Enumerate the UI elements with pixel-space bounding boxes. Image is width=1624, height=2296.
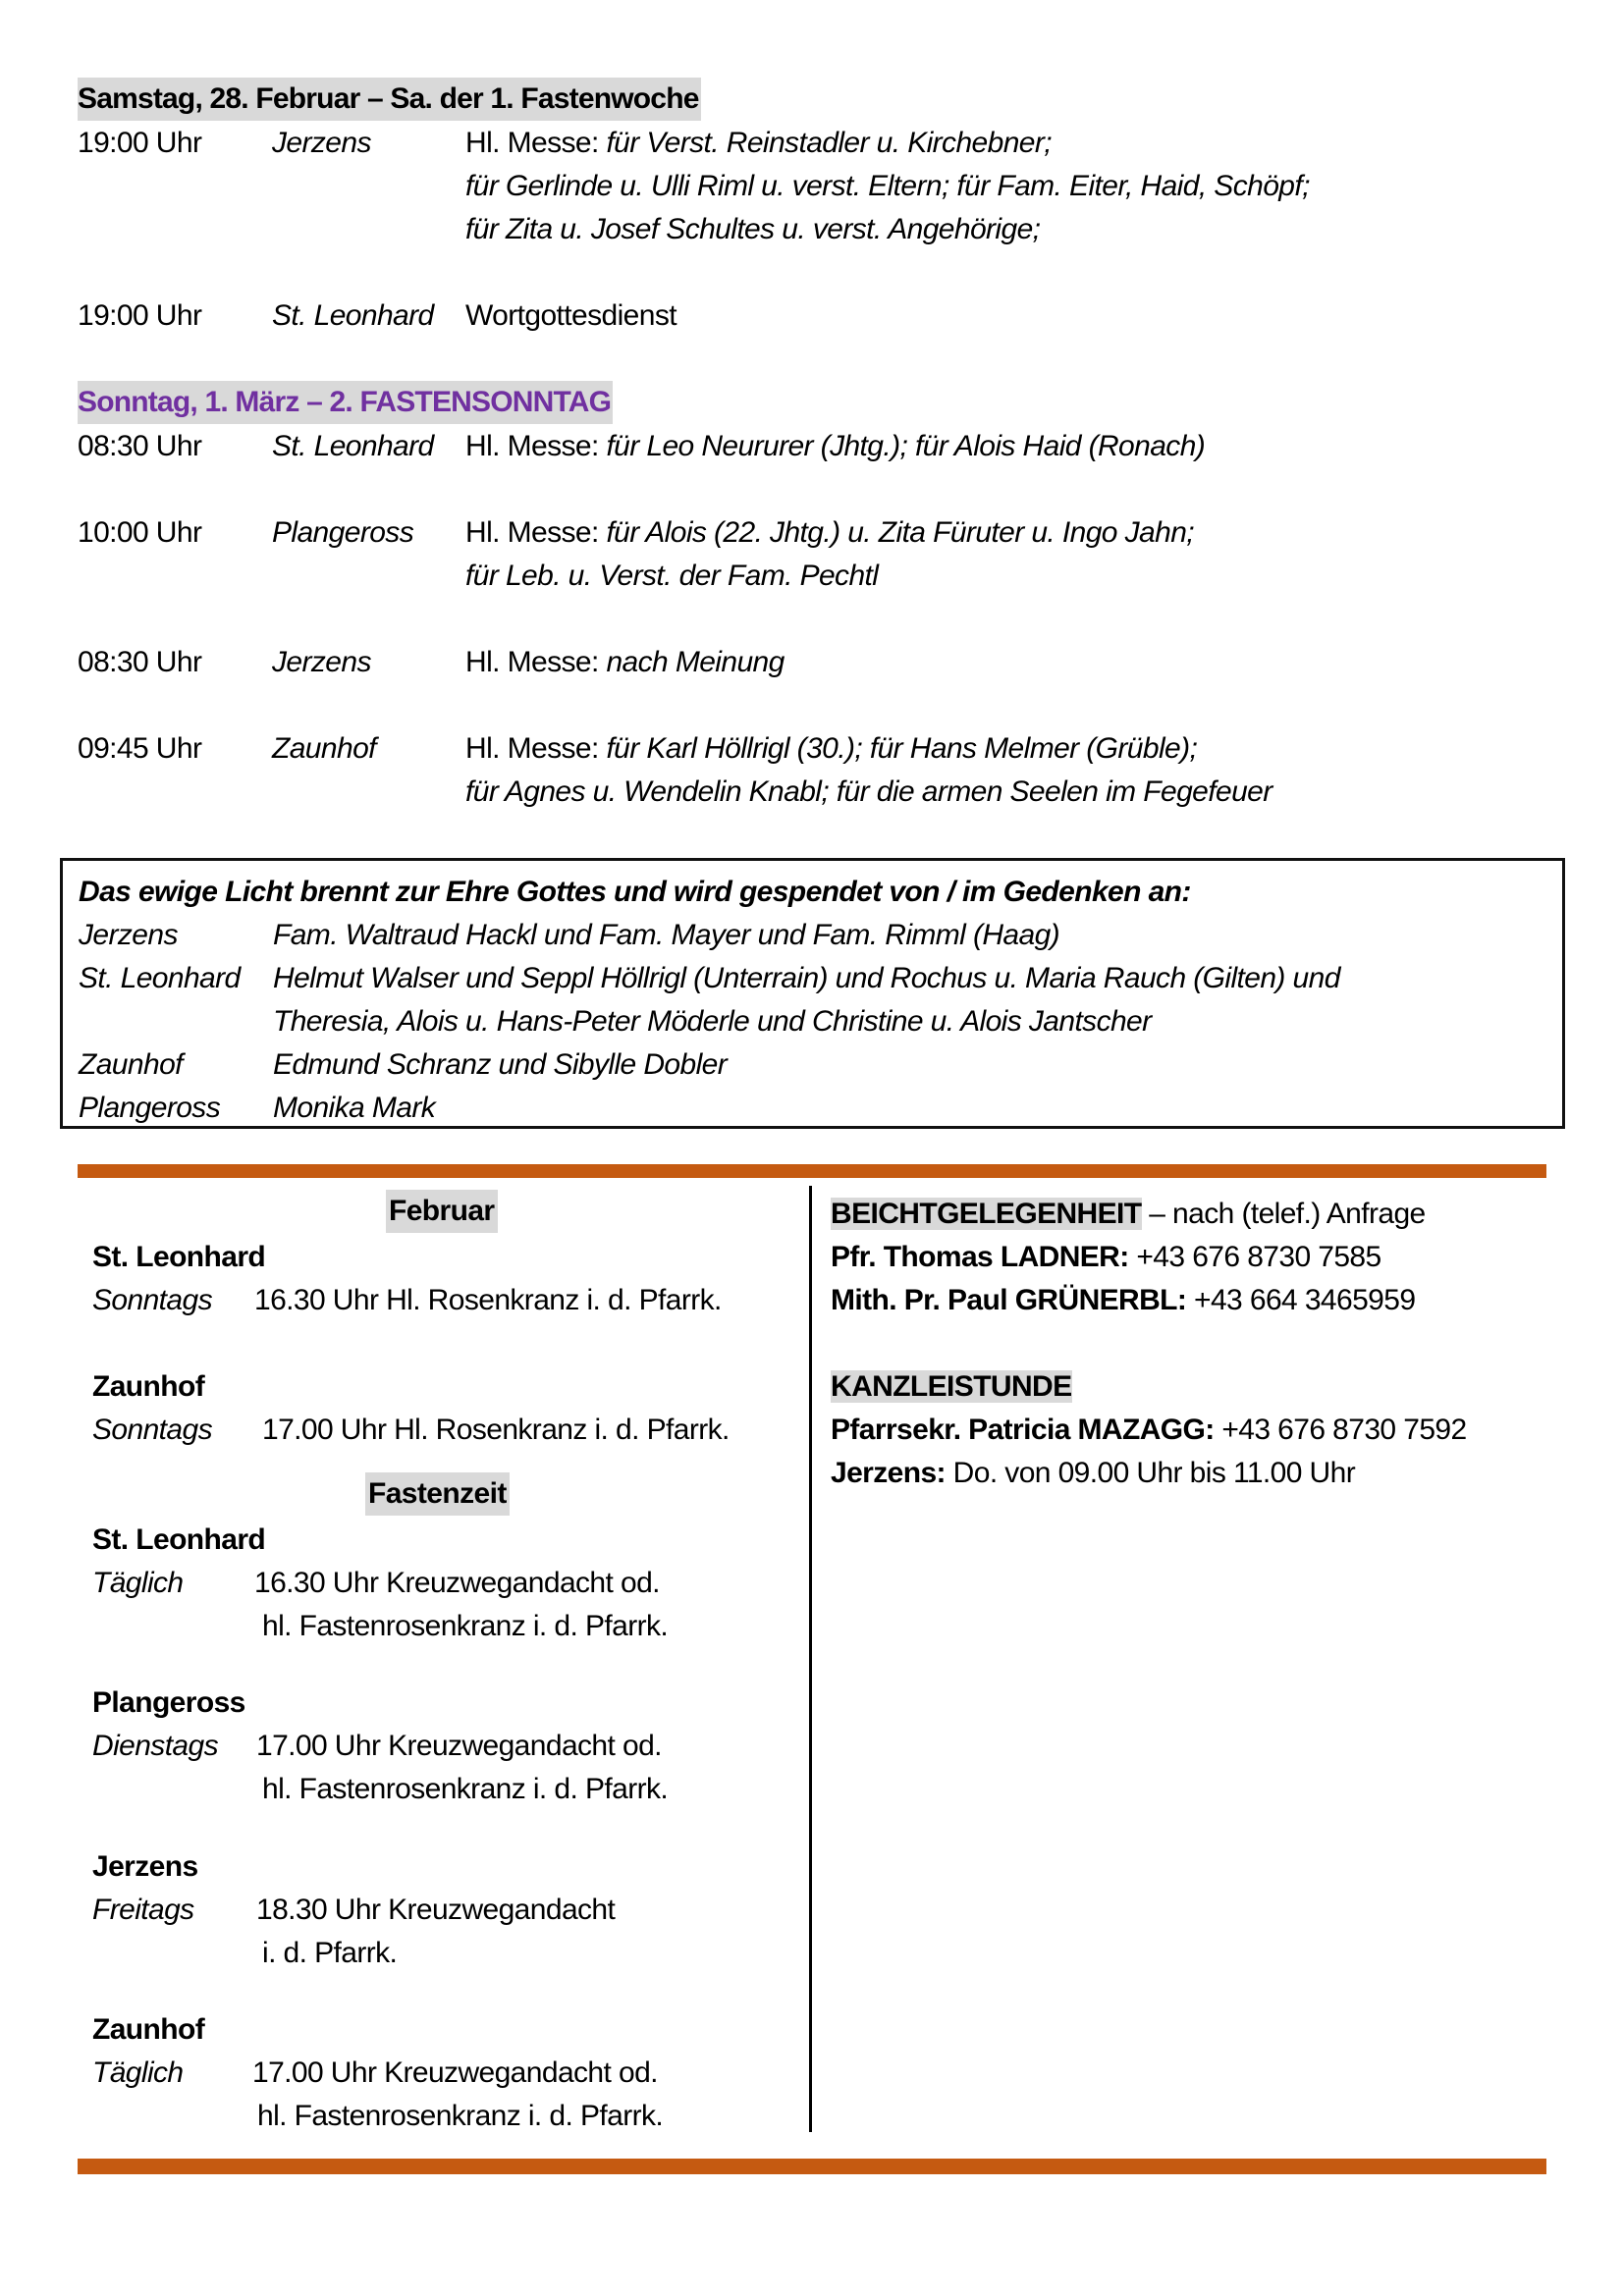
entry-location: St. Leonhard — [272, 299, 434, 332]
eternal-light-donors: Monika Mark — [273, 1092, 436, 1124]
eternal-light-donors: Fam. Waltraud Hackl und Fam. Mayer und Fam. Rimml (Haag) — [273, 919, 1060, 951]
entry-intention: für Karl Höllrigl (30.); für Hans Melmer (Grüble); — [606, 732, 1198, 765]
entry-description — [465, 641, 785, 684]
entry-description — [465, 122, 1052, 165]
column-divider — [809, 1186, 812, 2132]
entry-prefix: Hl. Messe: — [465, 732, 607, 765]
group-place: Zaunhof — [92, 1370, 205, 1403]
entry-time: 19:00 Uhr — [78, 299, 202, 332]
group-text: 16.30 Uhr Hl. Rosenkranz i. d. Pfarrk. — [254, 1284, 722, 1316]
group-day: Sonntags — [92, 1284, 212, 1316]
group-text: hl. Fastenrosenkranz i. d. Pfarrk. — [257, 2100, 664, 2132]
entry-description — [465, 511, 1194, 555]
eternal-light-place: Plangeross — [79, 1092, 221, 1124]
contact-phone: +43 676 8730 7585 — [1128, 1241, 1381, 1273]
section-heading-beichte: BEICHTGELEGENHEIT — [831, 1198, 1142, 1230]
entry-description: Wortgottesdienst — [465, 299, 677, 332]
entry-location: Jerzens — [272, 127, 371, 159]
entry-intention: für Verst. Reinstadler u. Kirchebner; — [606, 127, 1053, 159]
eternal-light-title: Das ewige Licht brennt zur Ehre Gottes und wird gespendet von / im Gedenken an: — [79, 876, 1191, 908]
section-heading-fastenzeit: Fastenzeit — [365, 1472, 510, 1516]
entry-time: 19:00 Uhr — [78, 127, 202, 159]
entry-intention: für Leo Neururer (Jhtg.); für Alois Haid (Ronach) — [606, 430, 1206, 462]
entry-time: 10:00 Uhr — [78, 516, 202, 549]
group-day: Täglich — [92, 2056, 184, 2089]
entry-time: 08:30 Uhr — [78, 430, 202, 462]
entry-location: Jerzens — [272, 646, 371, 678]
beichte-note: – nach (telef.) Anfrage — [1141, 1198, 1426, 1230]
entry-description — [465, 727, 1197, 771]
eternal-light-donors: Edmund Schranz und Sibylle Dobler — [273, 1048, 728, 1081]
entry-prefix: Hl. Messe: — [465, 127, 607, 159]
group-text: hl. Fastenrosenkranz i. d. Pfarrk. — [262, 1610, 669, 1642]
group-text: 16.30 Uhr Kreuzwegandacht od. — [254, 1567, 660, 1599]
group-text: hl. Fastenrosenkranz i. d. Pfarrk. — [262, 1773, 669, 1805]
contact-line — [831, 1279, 1415, 1322]
entry-prefix: Hl. Messe: — [465, 430, 607, 462]
section-heading-kanzlei: KANZLEISTUNDE — [831, 1370, 1072, 1403]
group-text: 17.00 Uhr Hl. Rosenkranz i. d. Pfarrk. — [262, 1414, 730, 1446]
beichte-line — [831, 1193, 1426, 1236]
entry-location: Plangeross — [272, 516, 414, 549]
group-text: i. d. Pfarrk. — [262, 1937, 398, 1969]
group-place: Zaunhof — [92, 2013, 205, 2046]
group-place: Plangeross — [92, 1686, 245, 1719]
group-day: Freitags — [92, 1894, 194, 1926]
office-hours-time: Do. von 09.00 Uhr bis 11.00 Uhr — [945, 1457, 1356, 1489]
group-place: St. Leonhard — [92, 1523, 266, 1556]
entry-prefix: Hl. Messe: — [465, 516, 607, 549]
entry-intention: für Leb. u. Verst. der Fam. Pechtl — [465, 560, 879, 592]
contact-line — [831, 1409, 1467, 1452]
group-text: 18.30 Uhr Kreuzwegandacht — [256, 1894, 616, 1926]
office-hours-place: Jerzens: — [831, 1457, 946, 1489]
entry-location: St. Leonhard — [272, 430, 434, 462]
section-heading-februar: Februar — [386, 1190, 498, 1233]
group-day: Sonntags — [92, 1414, 212, 1446]
eternal-light-donors: Theresia, Alois u. Hans-Peter Möderle und Christine u. Alois Jantscher — [273, 1005, 1152, 1038]
accent-bar-bottom — [78, 2159, 1546, 2174]
group-text: 17.00 Uhr Kreuzwegandacht od. — [256, 1730, 662, 1762]
contact-name: Mith. Pr. Paul GRÜNERBL: — [831, 1284, 1187, 1316]
entry-intention: für Alois (22. Jhtg.) u. Zita Füruter u. Ingo Jahn; — [606, 516, 1195, 549]
kanzlei-line — [831, 1365, 1072, 1409]
eternal-light-place: Jerzens — [79, 919, 178, 951]
entry-intention: für Zita u. Josef Schultes u. verst. Angehörige; — [465, 213, 1041, 245]
eternal-light-box — [60, 858, 1565, 1129]
group-day: Dienstags — [92, 1730, 219, 1762]
contact-phone: +43 676 8730 7592 — [1214, 1414, 1467, 1446]
contact-line — [831, 1236, 1381, 1279]
office-hours-line — [831, 1452, 1355, 1495]
contact-phone: +43 664 3465959 — [1186, 1284, 1416, 1316]
contact-name: Pfarrsekr. Patricia MAZAGG: — [831, 1414, 1215, 1446]
contact-name: Pfr. Thomas LADNER: — [831, 1241, 1129, 1273]
eternal-light-place: St. Leonhard — [79, 962, 241, 994]
accent-bar-top — [78, 1164, 1546, 1178]
entry-description — [465, 425, 1205, 468]
entry-location: Zaunhof — [272, 732, 376, 765]
day-heading-saturday: Samstag, 28. Februar – Sa. der 1. Fastenwoche — [78, 78, 701, 121]
entry-time: 09:45 Uhr — [78, 732, 202, 765]
day-heading-sunday: Sonntag, 1. März – 2. FASTENSONNTAG — [78, 381, 613, 424]
group-text: 17.00 Uhr Kreuzwegandacht od. — [252, 2056, 658, 2089]
group-place: Jerzens — [92, 1850, 198, 1883]
group-place: St. Leonhard — [92, 1241, 266, 1273]
entry-prefix: Hl. Messe: — [465, 646, 607, 678]
group-day: Täglich — [92, 1567, 184, 1599]
eternal-light-donors: Helmut Walser und Seppl Höllrigl (Unterrain) und Rochus u. Maria Rauch (Gilten) und — [273, 962, 1340, 994]
entry-intention: für Gerlinde u. Ulli Riml u. verst. Eltern; für Fam. Eiter, Haid, Schöpf; — [465, 170, 1310, 202]
entry-time: 08:30 Uhr — [78, 646, 202, 678]
entry-intention: nach Meinung — [606, 646, 785, 678]
eternal-light-place: Zaunhof — [79, 1048, 183, 1081]
entry-intention: für Agnes u. Wendelin Knabl; für die armen Seelen im Fegefeuer — [465, 775, 1272, 808]
